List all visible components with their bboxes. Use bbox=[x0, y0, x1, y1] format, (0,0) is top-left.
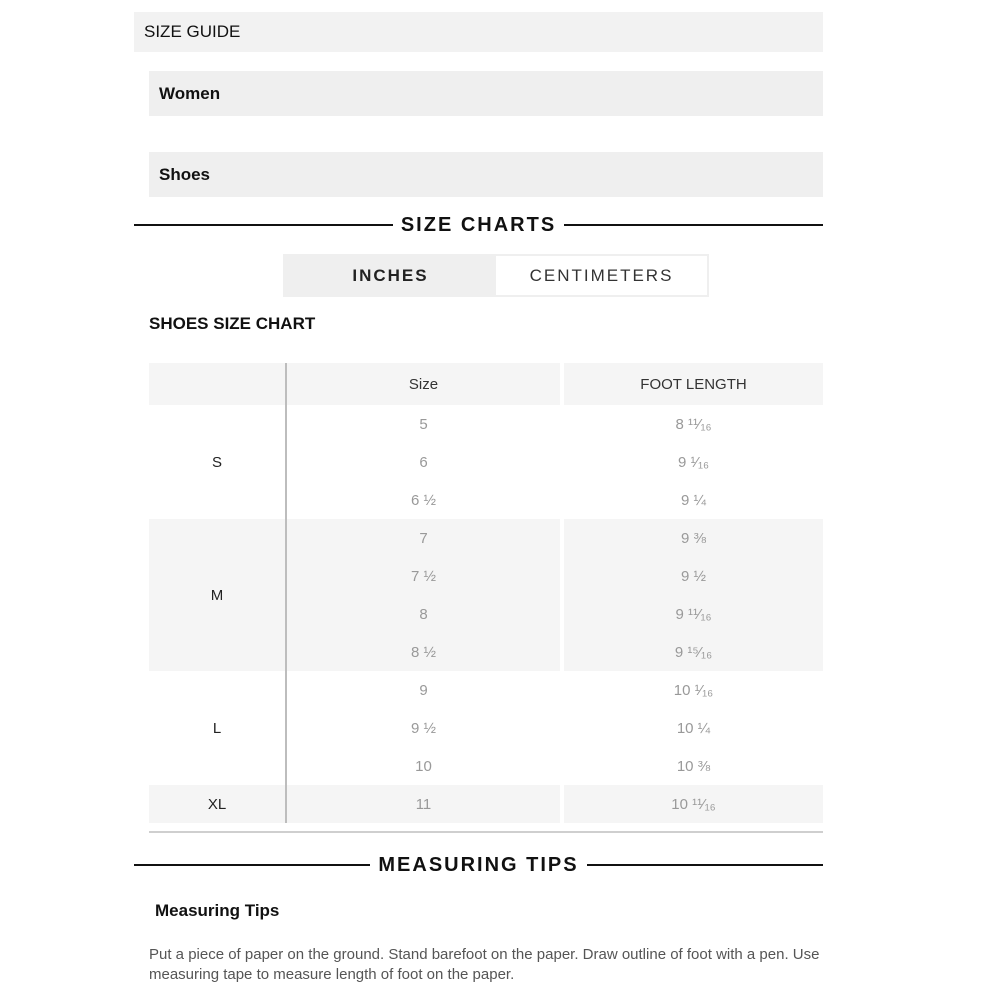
table-row bbox=[149, 405, 823, 443]
size-cell: 7 ½ bbox=[286, 557, 562, 595]
size-group-label: M bbox=[149, 519, 286, 671]
divider-rule-right bbox=[564, 224, 823, 226]
header-group bbox=[149, 363, 286, 405]
table-row bbox=[149, 671, 823, 709]
foot-length-cell: 9 ¹⁄₁₆ bbox=[562, 443, 823, 481]
accordion-shoes[interactable] bbox=[149, 152, 823, 197]
size-cell: 7 bbox=[286, 519, 562, 557]
size-cell: 6 ½ bbox=[286, 481, 562, 519]
unit-inches-button[interactable]: INCHES bbox=[285, 256, 496, 295]
foot-length-cell: 9 ¹¹⁄₁₆ bbox=[562, 595, 823, 633]
size-group-label: L bbox=[149, 671, 286, 785]
table-header-row bbox=[149, 363, 823, 405]
size-cell: 10 bbox=[286, 747, 562, 785]
size-cell: 6 bbox=[286, 443, 562, 481]
measuring-tips-title: Measuring Tips bbox=[155, 901, 280, 920]
foot-length-cell: 9 ¼ bbox=[562, 481, 823, 519]
size-cell: 11 bbox=[286, 785, 562, 823]
divider-rule-right bbox=[587, 864, 823, 866]
table-bottom-rule bbox=[149, 831, 823, 833]
divider-rule-left bbox=[134, 864, 370, 866]
foot-length-cell: 10 ¹⁄₁₆ bbox=[562, 671, 823, 709]
shoes-size-table bbox=[149, 363, 823, 823]
size-cell: 8 bbox=[286, 595, 562, 633]
foot-length-cell: 9 ¹⁵⁄₁₆ bbox=[562, 633, 823, 671]
foot-length-cell: 9 ⅜ bbox=[562, 519, 823, 557]
measuring-tips-heading: MEASURING TIPS bbox=[378, 853, 579, 876]
size-group-label: XL bbox=[149, 785, 286, 823]
size-group-label: S bbox=[149, 405, 286, 519]
size-cell: 8 ½ bbox=[286, 633, 562, 671]
unit-centimeters-button[interactable]: CENTIMETERS bbox=[496, 256, 707, 295]
accordion-shoes-label: Shoes bbox=[159, 164, 211, 184]
table-row bbox=[149, 785, 823, 823]
header-foot-length: FOOT LENGTH bbox=[562, 363, 823, 405]
foot-length-cell: 10 ¹¹⁄₁₆ bbox=[562, 785, 823, 823]
size-guide-title: SIZE GUIDE bbox=[144, 22, 241, 41]
divider-rule-left bbox=[134, 224, 393, 226]
shoes-size-chart-title: SHOES SIZE CHART bbox=[149, 314, 316, 333]
accordion-women[interactable] bbox=[149, 71, 823, 116]
header-size: Size bbox=[286, 363, 562, 405]
table-row bbox=[149, 519, 823, 557]
foot-length-cell: 10 ¼ bbox=[562, 709, 823, 747]
size-cell: 9 bbox=[286, 671, 562, 709]
foot-length-cell: 8 ¹¹⁄₁₆ bbox=[562, 405, 823, 443]
unit-toggle bbox=[283, 254, 709, 297]
foot-length-cell: 9 ½ bbox=[562, 557, 823, 595]
measuring-tips-divider bbox=[134, 852, 823, 878]
measuring-tips-body: Put a piece of paper on the ground. Stand barefoot on the paper. Draw outline of foot with a pen. Use measuring tape to measure length of foot on the paper. bbox=[149, 946, 820, 983]
size-charts-divider bbox=[134, 212, 823, 238]
size-charts-heading: SIZE CHARTS bbox=[400, 213, 557, 236]
size-guide-header bbox=[134, 12, 823, 52]
size-table-body bbox=[149, 405, 823, 823]
size-cell: 5 bbox=[286, 405, 562, 443]
accordion-women-label: Women bbox=[159, 83, 221, 103]
foot-length-cell: 10 ⅜ bbox=[562, 747, 823, 785]
size-cell: 9 ½ bbox=[286, 709, 562, 747]
